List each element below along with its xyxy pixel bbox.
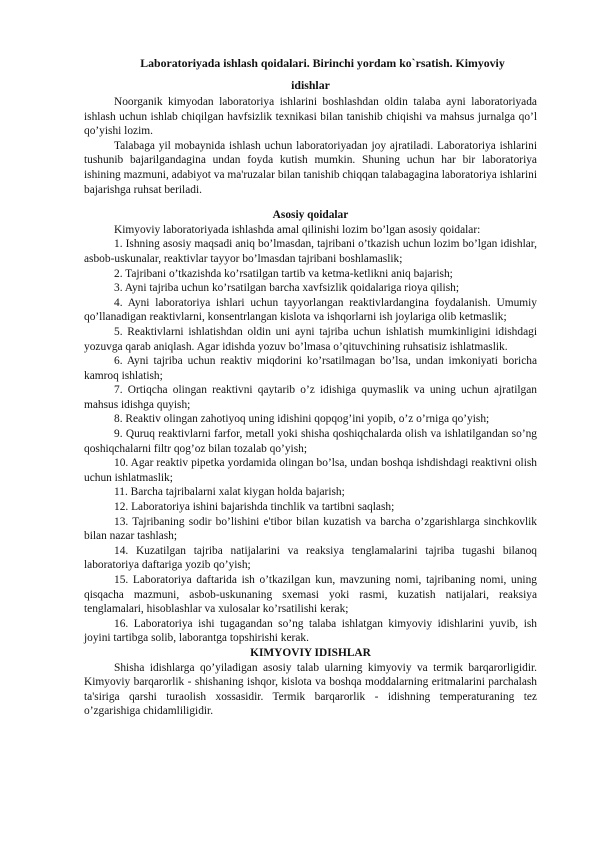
rule-item: 16. Laboratoriya ishi tugagandan so’ng talaba ishlatgan kimyoviy idishlarini yuvib, ish joyini tartibga solib, laborantga topshirishi kerak. xyxy=(84,617,537,645)
rule-item: 8. Reaktiv olingan zahotiyoq uning idishini qopqog’ini yopib, o’z o’rniga qo’yish; xyxy=(114,413,490,426)
rules-intro: Kimyoviy laboratoriyada ishlashda amal qilinishi lozim bo’lgan asosiy qoidalar: xyxy=(114,223,481,236)
rule-item: 9. Quruq reaktivlarni farfor, metall yoki shisha qoshiqchalarda olish va ishlatilgandan so’ng qoshiqchalarni filtr qog’oz bilan tozalab qo’yish; xyxy=(84,428,537,455)
rule-item: 5. Reaktivlarni ishlatishdan oldin uni ayni tajriba uchun ishlatish mumkinligini idishdagi yozuvga qarab aniqlash. Agar idishda yozuv bo’lmasa o’qituvchining ruhsatisiz ishlatmaslik. xyxy=(84,325,537,353)
document-title: Laboratoriyada ishlash qoidalari. Birinchi yordam ko`rsatish. Kimyoviy xyxy=(140,56,505,70)
rule-item: 1. Ishning asosiy maqsadi aniq bo’lmasdan, tajribani o’tkazish uchun lozim bo’lgan idishlar, asbob-uskunalar, reaktivlar tayyor bo’lmasdan tajribani boshlamaslik; xyxy=(84,238,537,265)
section-heading-glassware: KIMYOVIY IDISHLAR xyxy=(250,646,371,659)
rule-item: 4. Ayni laboratoriya ishlari uchun tayyorlangan reaktivlardangina foydalanish. Umumiy qo’llanadigan reaktivlarni, konsentrlangan kislota va ishqorlarni ish joylariga olib ketmaslik; xyxy=(84,296,537,324)
rule-item: 7. Ortiqcha olingan reaktivni qaytarib o’z idishiga quymaslik va uning uchun ajratilgan mahsus idishga quyish; xyxy=(84,384,537,411)
rule-item: 13. Tajribaning sodir bo’lishini e'tibor bilan kuzatish va barcha o’zgarishlarga sinchkovlik bilan nazar tashlash; xyxy=(84,515,537,543)
document-title-continuation: idishlar xyxy=(291,78,330,92)
rule-item: 10. Agar reaktiv pipetka yordamida olingan bo’lsa, undan boshqa ishdishdagi reaktivni olish uchun ishlatmaslik; xyxy=(84,457,537,484)
glassware-paragraph: Shisha idishlarga qo’yiladigan asosiy talab ularning kimyoviy va termik barqarorligidir. Kimyoviy barqarorlik - shishaning ishqor, kislota va boshqa moddalarning eritmalarini parchalash ta'siriga qarshi turaolish xossasidir. Termik barqarorlik - idishning temperaturaning tez o’zgarishiga chidamliligidir. xyxy=(84,661,537,718)
rule-item: 6. Ayni tajriba uchun reaktiv miqdorini ko’rsatilmagan bo’lsa, undan imkoniyati boricha kamroq ishlatish; xyxy=(84,355,537,382)
spacer xyxy=(84,197,537,208)
rule-item: 15. Laboratoriya daftarida ish o’tkazilgan kun, mavzuning nomi, tajribaning nomi, uning qisqacha mazmuni, asbob-uskunaning sxemasi yoki rasmi, kuzatish natijalari, reaksiya tenglamalari, hisoblashlar va xulosalar ko’rsatilishi kerak; xyxy=(84,574,537,616)
rule-item: 12. Laboratoriya ishini bajarishda tinchlik va tartibni saqlash; xyxy=(114,501,395,514)
intro-paragraph: Talabaga yil mobaynida ishlash uchun laboratoriyadan joy ajratiladi. Laboratoriya ishlarini tushunib bajarilgandagina undan foyda kutish mumkin. Shuning uchun har bir laboratoriya ishining mazmuni, adabiyot va ma'ruzalar bilan tanishib chiqqan talabagagina laboratoriya ishlarini bajarishga ruhsat beriladi. xyxy=(84,139,537,196)
rule-item: 11. Barcha tajribalarni xalat kiygan holda bajarish; xyxy=(114,486,345,499)
rule-item: 2. Tajribani o’tkazishda ko’rsatilgan tartib va ketma-ketlikni aniq bajarish; xyxy=(114,267,453,280)
rule-item: 3. Ayni tajriba uchun ko’rsatilgan barcha xavfsizlik qoidalariga rioya qilish; xyxy=(114,282,460,295)
rule-item: 14. Kuzatilgan tajriba natijalarini va reaksiya tenglamalarini tajriba tugashi bilanoq laboratoriya daftariga yozib qo’yish; xyxy=(84,544,537,572)
section-heading-rules: Asosiy qoidalar xyxy=(272,209,349,222)
intro-paragraph: Noorganik kimyodan laboratoriya ishlarini boshlashdan oldin talaba ayni laboratoriyada ishlash uchun ishlab chiqilgan havfsizlik texnikasi bilan tanishib chiqishi va mahsus jurnalga qo’l qo’yishi lozim. xyxy=(84,96,537,138)
